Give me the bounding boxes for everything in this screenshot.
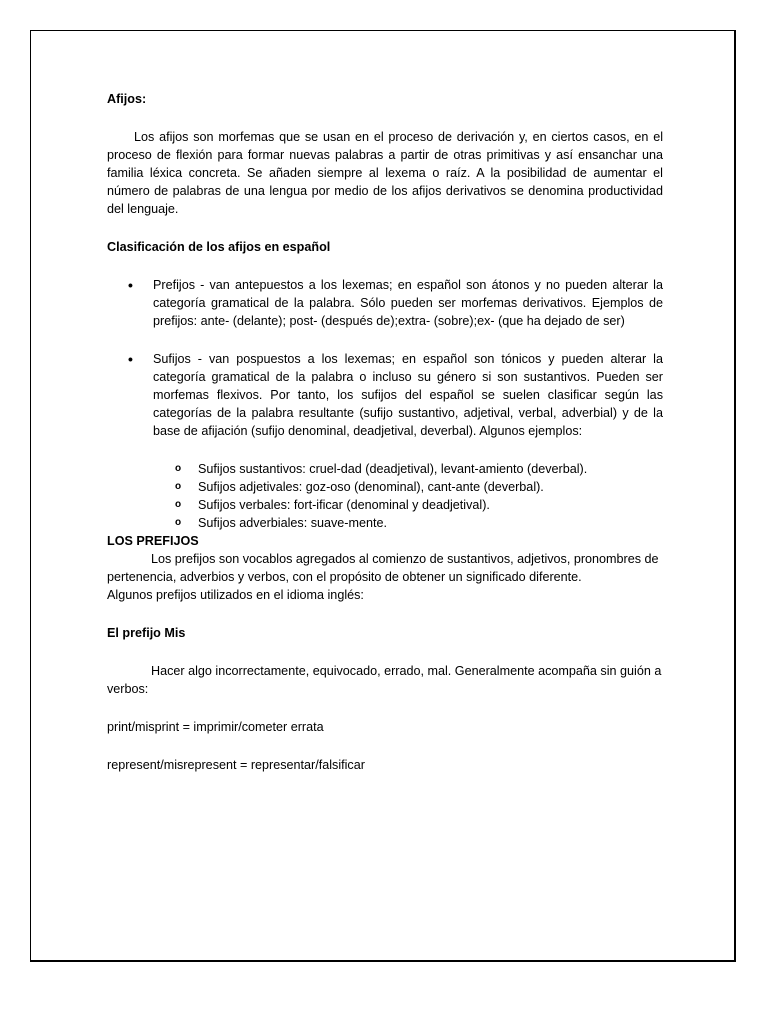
list-item <box>107 496 663 514</box>
mis-paragraph: Hacer algo incorrectamente, equivocado, errado, mal. Generalmente acompaña sin guión a verbos: <box>107 664 662 696</box>
list-item <box>107 514 663 532</box>
afijos-list <box>107 276 663 440</box>
heading-prefijo-mis: El prefijo Mis <box>107 626 186 640</box>
list-item-sufijos <box>107 350 663 440</box>
bullet-sufijos-text: Sufijos - van pospuestos a los lexemas; en español son tónicos y pueden alterar la categoría gramatical de la palabra o incluso su género si son sustantivos. Pueden ser morfemas flexivos. Por tanto, los sufijos del español se suelen clasificar según las categorías de la palabra resultante (sufijo sustantivo, adjetival, verbal, adverbial) y de la base de afijación (sufijo denominal, deadjetival, deverbal). Algunos ejemplos: <box>153 352 663 438</box>
heading-los-prefijos: LOS PREFIJOS <box>107 534 199 548</box>
circle-bullet-icon: o <box>175 481 182 492</box>
list-item-prefijos <box>107 276 663 330</box>
example-misprint: print/misprint = imprimir/cometer errata <box>107 720 324 734</box>
prefijos-ingles-line: Algunos prefijos utilizados en el idioma inglés: <box>107 588 364 602</box>
bullet-icon: • <box>128 351 133 367</box>
circle-bullet-icon: o <box>175 463 182 474</box>
sufijos-examples-list <box>107 460 663 532</box>
circle-bullet-icon: o <box>175 517 182 528</box>
sub-bullet-text: Sufijos verbales: fort-ificar (denominal y deadjetival). <box>198 498 490 512</box>
circle-bullet-icon: o <box>175 499 182 510</box>
sub-bullet-text: Sufijos adjetivales: goz-oso (denominal), cant-ante (deverbal). <box>198 480 544 494</box>
heading-afijos: Afijos: <box>107 92 147 106</box>
sub-bullet-text: Sufijos adverbiales: suave-mente. <box>198 516 388 530</box>
intro-paragraph: Los afijos son morfemas que se usan en el proceso de derivación y, en ciertos casos, en el proceso de flexión para formar nuevas palabras a partir de otras primitivas y así ensanchar una familia léxica concreta. Se añaden siempre al lexema o raíz. A la posibilidad de aumentar el número de palabras de una lengua por medio de los afijos derivativos se denomina productividad del lenguaje. <box>107 130 663 216</box>
example-misrepresent: represent/misrepresent = representar/falsificar <box>107 758 365 772</box>
document-page <box>30 30 736 962</box>
heading-clasificacion: Clasificación de los afijos en español <box>107 240 331 254</box>
document-content <box>107 90 663 774</box>
list-item <box>107 460 663 478</box>
sub-bullet-text: Sufijos sustantivos: cruel-dad (deadjetival), levant-amiento (deverbal). <box>198 462 588 476</box>
prefijos-paragraph: Los prefijos son vocablos agregados al comienzo de sustantivos, adjetivos, pronombres de pertenencia, adverbios y verbos, con el propósito de obtener un significado diferente. <box>107 552 659 584</box>
bullet-icon: • <box>128 277 133 293</box>
list-item <box>107 478 663 496</box>
bullet-prefijos-text: Prefijos - van antepuestos a los lexemas; en español son átonos y no pueden alterar la categoría gramatical de la palabra. Sólo pueden ser morfemas derivativos. Ejemplos de prefijos: ante- (delante); post- (después de);extra- (sobre);ex- (que ha dejado de ser) <box>153 278 663 328</box>
